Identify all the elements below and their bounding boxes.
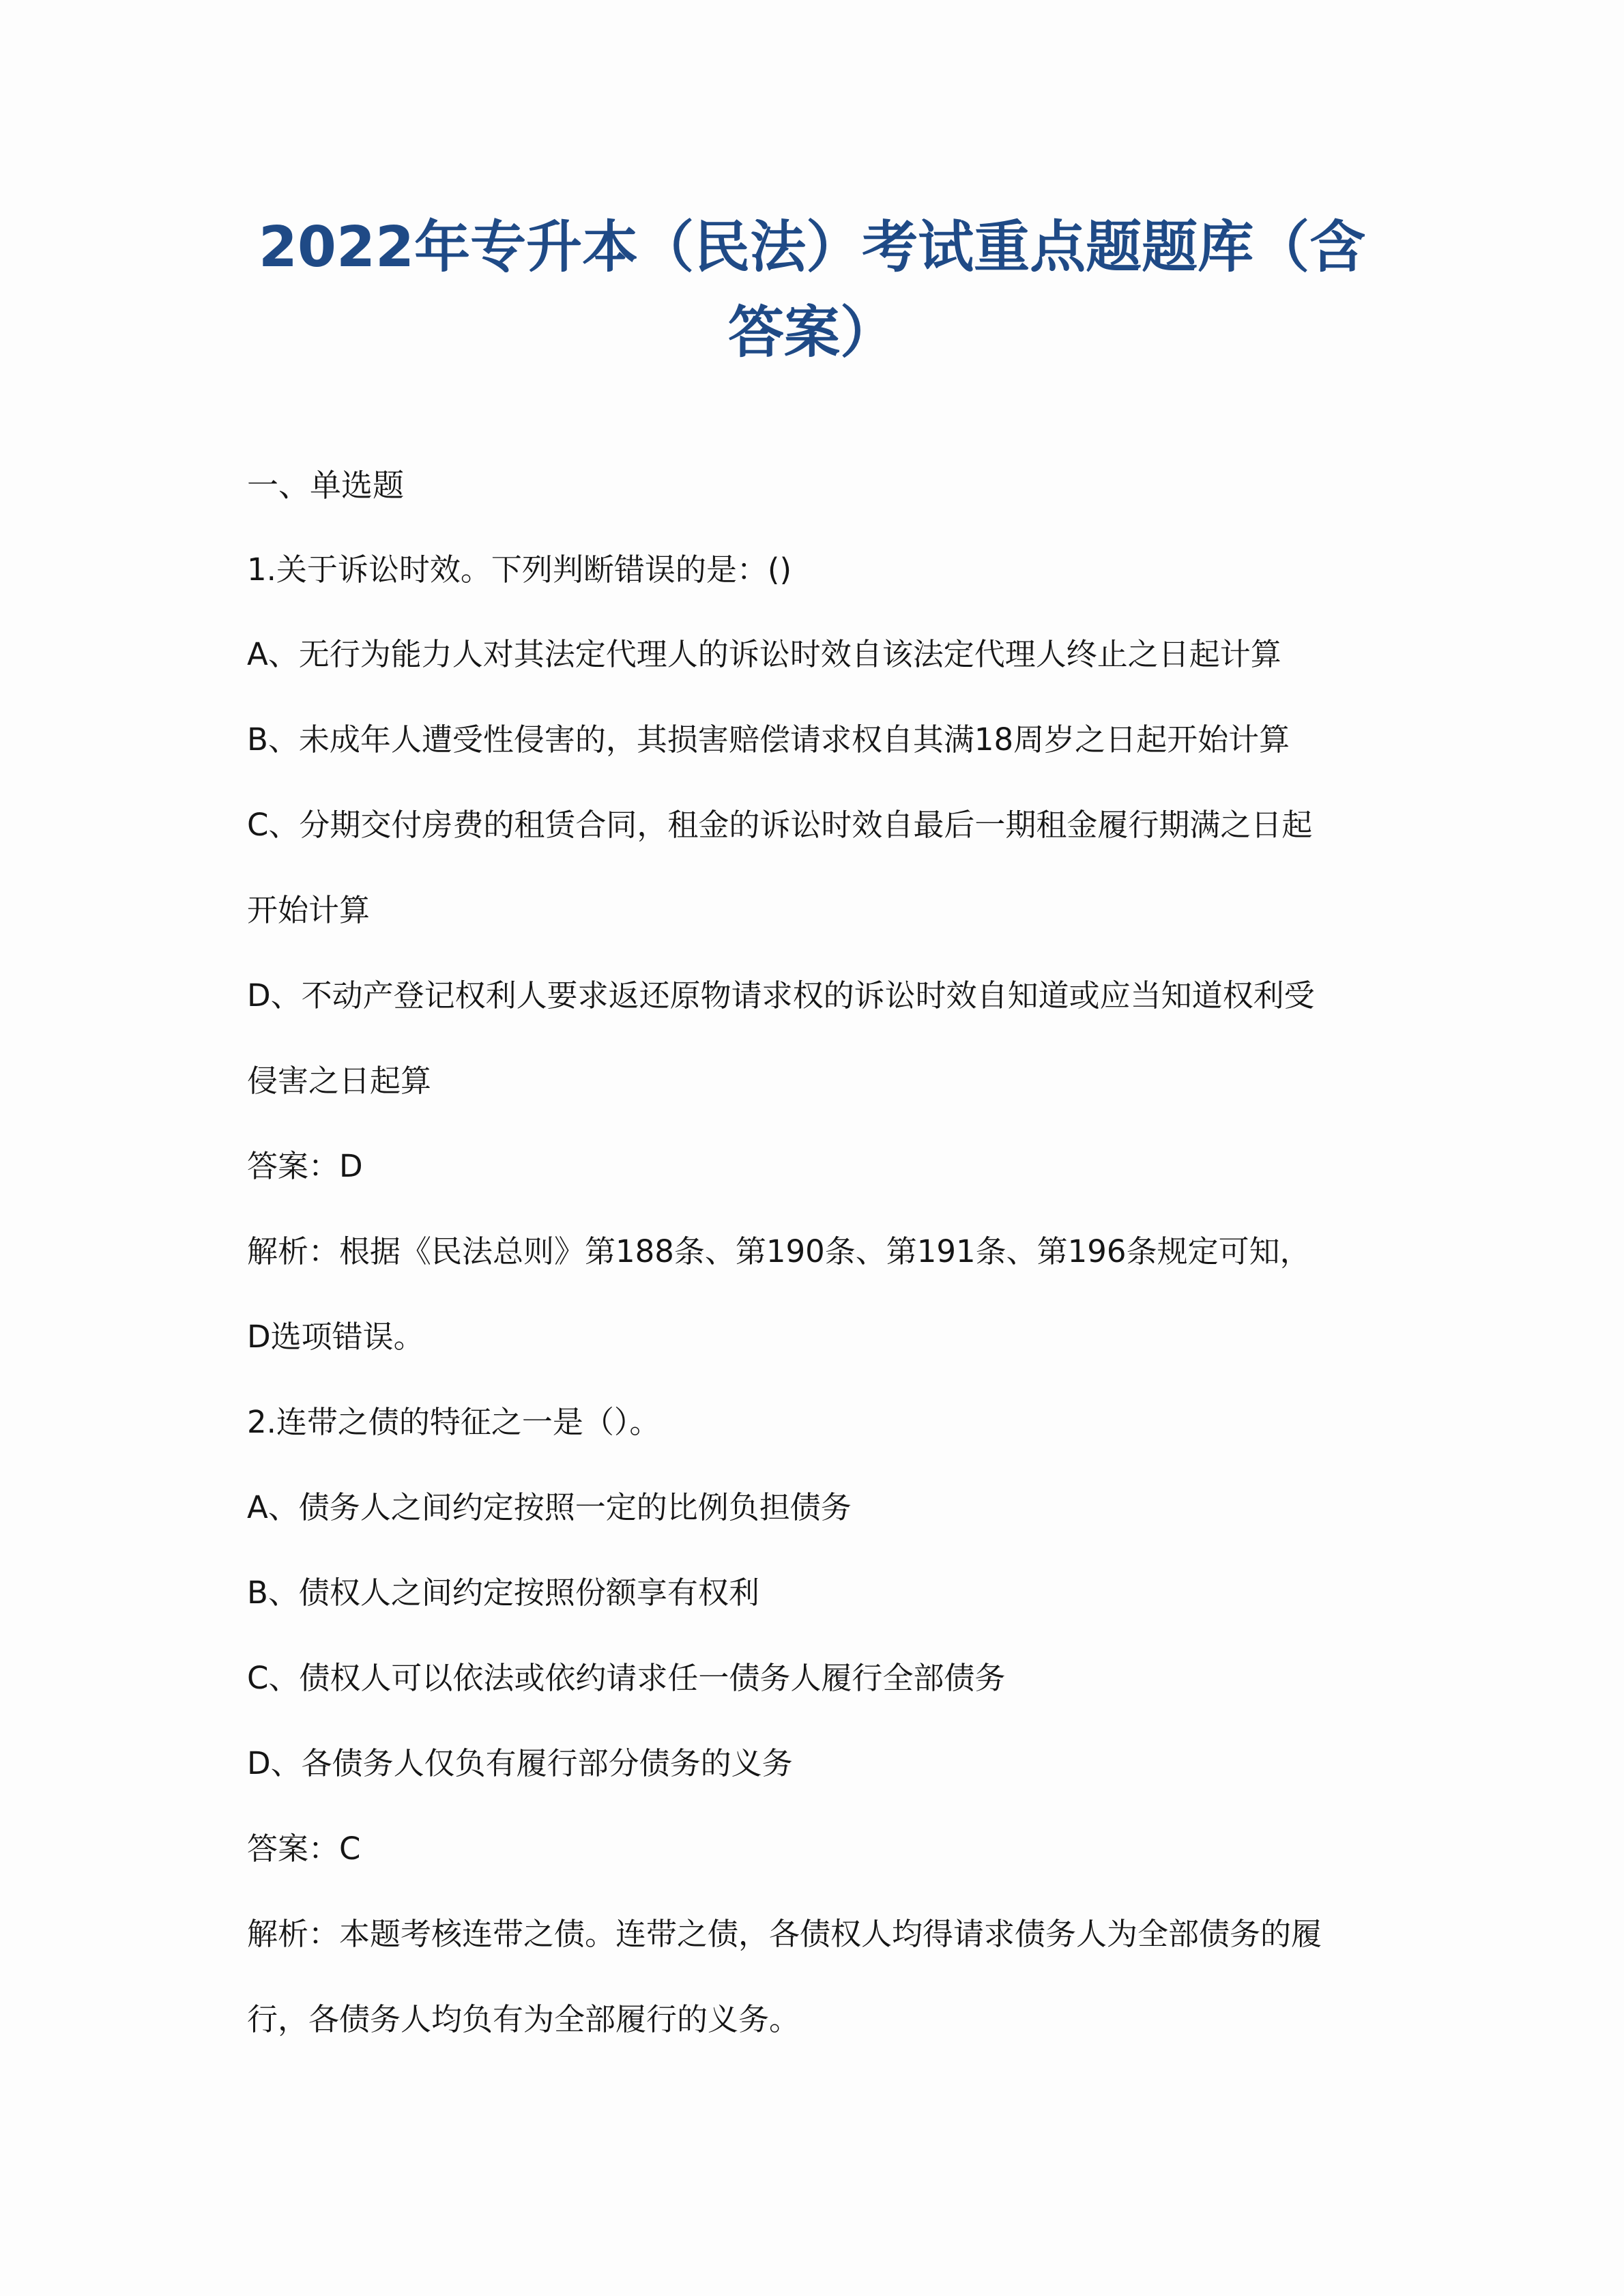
section-heading: 一、单选题 [247, 467, 404, 504]
question-2-option-d: D、各债务人仅负有履行部分债务的义务 [247, 1745, 793, 1781]
question-2-option-c: C、债权人可以依法或依约请求任一债务人履行全部债务 [247, 1660, 1006, 1696]
question-1-analysis-line-2: D选项错误。 [247, 1319, 424, 1355]
title-line-1: 2022年专升本（民法）考试重点题题库（含 [258, 215, 1366, 280]
question-1-option-c-line-1: C、分期交付房费的租赁合同，租金的诉讼时效自最后一期租金履行期满之日起 [247, 807, 1313, 843]
question-2-answer: 答案：C [247, 1831, 361, 1867]
question-1-stem: 1.关于诉讼时效。下列判断错误的是：() [247, 551, 792, 588]
question-1-option-c-line-2: 开始计算 [247, 892, 371, 928]
question-1-answer: 答案：D [247, 1148, 363, 1184]
question-1-option-a: A、无行为能力人对其法定代理人的诉讼时效自该法定代理人终止之日起计算 [247, 636, 1281, 672]
question-1-option-d-line-2: 侵害之日起算 [247, 1063, 432, 1099]
question-2-analysis-line-2: 行，各债务人均负有为全部履行的义务。 [247, 2001, 800, 2037]
document-title [205, 205, 1419, 375]
question-2-stem: 2.连带之债的特征之一是（）。 [247, 1404, 661, 1440]
question-2-option-a: A、债务人之间约定按照一定的比例负担债务 [247, 1489, 852, 1525]
question-1-analysis-line-1: 解析：根据《民法总则》第188条、第190条、第191条、第196条规定可知， [247, 1233, 1311, 1269]
question-1-option-d-line-1: D、不动产登记权利人要求返还原物请求权的诉讼时效自知道或应当知道权利受 [247, 977, 1315, 1014]
question-1-option-b: B、未成年人遭受性侵害的，其损害赔偿请求权自其满18周岁之日起开始计算 [247, 721, 1290, 758]
question-2-option-b: B、债权人之间约定按照份额享有权利 [247, 1575, 759, 1611]
title-line-2: 答案） [727, 300, 896, 365]
question-2-analysis-line-1: 解析：本题考核连带之债。连带之债，各债权人均得请求债务人为全部债务的履 [247, 1916, 1322, 1952]
